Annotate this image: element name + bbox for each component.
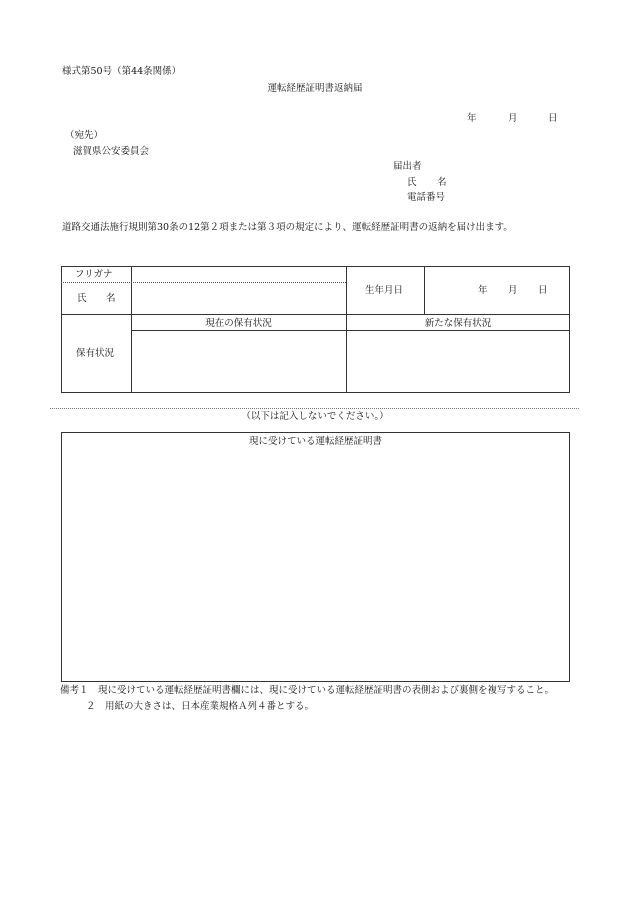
birth-year-label: 年	[478, 285, 488, 296]
birthdate-label: 生年月日	[365, 285, 404, 296]
remarks-line-2: ２ 用紙の大きさは、日本産業規格Ａ列４番とする。	[86, 701, 315, 712]
certificate-box-title: 現に受けている運転経歴証明書	[248, 436, 382, 447]
furigana-dotted-line	[61, 282, 346, 283]
date-year-label: 年	[467, 113, 477, 124]
table-col-divider-birthdate	[424, 266, 425, 314]
date-month-label: 月	[508, 113, 518, 124]
holding-header-line	[131, 330, 570, 331]
addressee-label: （宛先）	[65, 130, 104, 141]
table-name-label-2: 名	[106, 293, 116, 304]
applicant-phone-label: 電話番号	[407, 192, 446, 203]
current-holding-header: 現在の保有状況	[205, 318, 272, 329]
cut-separator	[50, 408, 579, 409]
certificate-box	[61, 432, 570, 682]
applicant-name-label-2: 名	[437, 177, 447, 188]
table-name-label-1: 氏	[77, 293, 87, 304]
date-day-label: 日	[548, 113, 558, 124]
new-holding-header: 新たな保有状況	[424, 318, 492, 329]
furigana-label: フリガナ	[75, 269, 113, 280]
applicant-label: 届出者	[393, 161, 422, 172]
birth-day-label: 日	[538, 285, 548, 296]
addressee: 滋賀県公安委員会	[73, 146, 150, 157]
remarks-line-1: 備考１ 現に受けている運転経歴証明書欄には、現に受けている運転経歴証明書の表側および裏側を複写すること。	[60, 685, 555, 696]
form-title: 運転経歴証明書返納届	[267, 83, 363, 94]
birth-month-label: 月	[508, 285, 518, 296]
statement-text: 道路交通法施行規則第30条の12第２項または第３項の規定により、運転経歴証明書の返納を届け出ます。	[62, 222, 513, 233]
separator-note: （以下は記入しないでください。）	[241, 411, 389, 422]
applicant-name-label-1: 氏	[407, 177, 417, 188]
holding-label: 保有状況	[76, 348, 115, 359]
form-number: 様式第50号（第44条関係）	[62, 66, 182, 77]
table-row-divider	[61, 314, 570, 315]
